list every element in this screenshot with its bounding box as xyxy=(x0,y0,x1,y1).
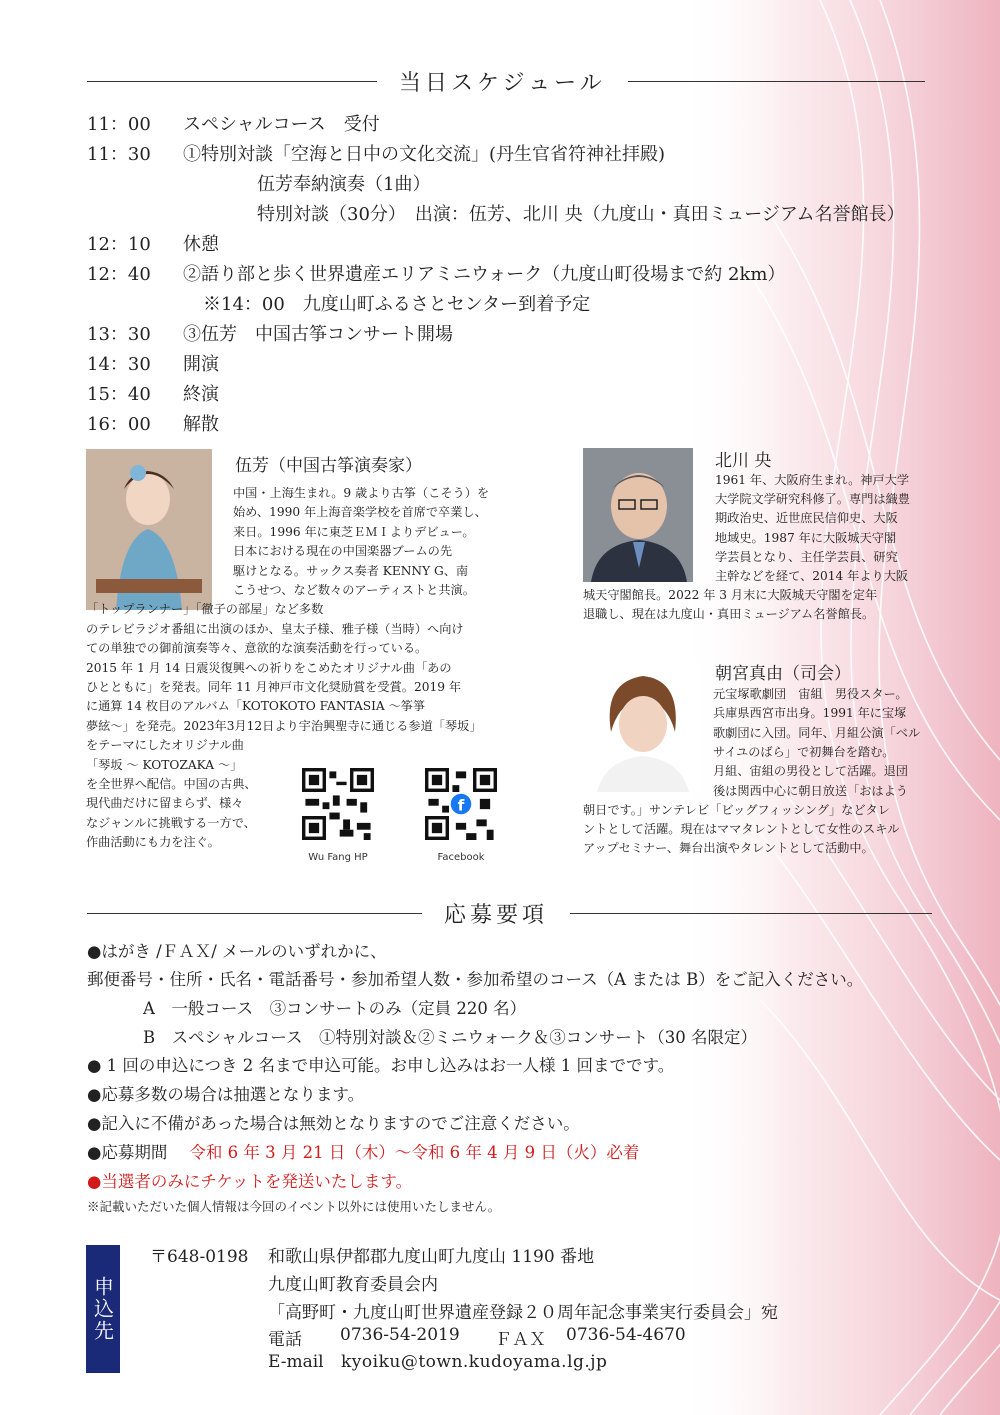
bio-line: 始め、1990 年上海音楽学校を首席で卒業し、 xyxy=(233,505,487,520)
bio-line: 兵庫県西宮市出身。1991 年に宝塚 xyxy=(713,706,907,721)
course-b: B スペシャルコース ①特別対談＆②ミニウォーク＆③コンサート（30 名限定） xyxy=(143,1028,758,1047)
bio-line: 来日。1996 年に東芝ＥＭＩよりデビュー。 xyxy=(233,524,475,539)
bio-line: 1961 年、大阪府生まれ。神戸大学 xyxy=(715,473,910,487)
apply-line-9: ●当選者のみにチケットを発送いたします。 xyxy=(87,1172,413,1191)
tel-label: 電話 xyxy=(268,1330,302,1350)
schedule-time: 11：00 xyxy=(87,114,151,135)
bio-line: 地域史。1987 年に大阪城天守閣 xyxy=(715,530,897,545)
wufang-hp-qr-label: Wu Fang HP xyxy=(308,852,368,863)
bio-line: 月組、宙組の男役として活躍。退団 xyxy=(713,764,908,779)
bio-line: 「トップランナー」「徹子の部屋」など多数 xyxy=(86,602,324,617)
bio-line: 大学院文学研究科修了。専門は織豊 xyxy=(715,492,910,507)
contact-org2: 「高野町・九度山町世界遺産登録２０周年記念事業実行委員会」宛 xyxy=(268,1303,778,1323)
email-address[interactable]: kyoiku@town.kudoyama.lg.jp xyxy=(341,1352,608,1372)
bio-line: 期政治史、近世庶民信仰史、大阪 xyxy=(715,511,898,526)
bio-line: 元宝塚歌劇団 宙組 男役スター。 xyxy=(713,687,908,701)
schedule-header xyxy=(87,66,925,97)
apply-line-5: ● 1 回の申込につき 2 名まで申込可能。お申し込みはお一人様 1 回までです。 xyxy=(87,1056,675,1075)
apply-line-7: ●記入に不備があった場合は無効となりますのでご注意ください。 xyxy=(87,1114,580,1133)
bio-line: 2015 年 1 月 14 日震災復興への祈りをこめたオリジナル曲「あの xyxy=(86,660,452,675)
privacy-note: ※記載いただいた個人情報は今回のイベント以外には使用いたしません。 xyxy=(87,1199,501,1214)
bio-line: 学芸員となり、主任学芸員、研究 xyxy=(715,549,898,564)
schedule-time: 16：00 xyxy=(87,414,151,435)
apply-header xyxy=(87,898,932,929)
fax-label: ＦＡＸ xyxy=(495,1330,546,1350)
course-a: A 一般コース ③コンサートのみ（定員 220 名） xyxy=(143,999,527,1018)
contact-org1: 九度山町教育委員会内 xyxy=(268,1275,438,1295)
bio-line: 日本における現在の中国楽器ブームの先 xyxy=(233,544,453,559)
divider xyxy=(87,81,377,82)
divider xyxy=(87,913,422,914)
facebook-qr-label: Facebook xyxy=(437,852,485,863)
contact-side-label: 申込先 xyxy=(86,1245,120,1373)
bio-line: 城天守閣館長。2022 年 3 月末に大阪城天守閣を定年 xyxy=(583,588,878,603)
bio-line: 「琴坂 ～ KOTOZAKA ～」 xyxy=(86,757,243,772)
schedule-title: 当日スケジュール xyxy=(399,71,606,96)
schedule-text: 解散 xyxy=(183,414,219,435)
schedule-text: 開演 xyxy=(183,354,219,375)
email-label: E-mail xyxy=(268,1352,324,1372)
schedule-time: 13：30 xyxy=(87,324,151,345)
apply-period xyxy=(87,1139,639,1163)
bio-line: こうせつ、など数々のアーティストと共演。 xyxy=(233,583,475,597)
fax-number: 0736-54-4670 xyxy=(566,1325,686,1345)
bio-line: ントとして活躍。現在はママタレントとして女性のスキル xyxy=(583,822,900,837)
wufang-name: 伍芳（中国古筝演奏家） xyxy=(235,456,422,476)
bio-line: のテレビラジオ番組に出演のほか、皇太子様、雅子様（当時）へ向け xyxy=(86,621,464,636)
bio-line: アップセミナー、舞台出演やタレントとして活動中。 xyxy=(583,841,874,856)
asamiya-photo xyxy=(583,662,700,792)
schedule-text: ※14：00 九度山町ふるさとセンター到着予定 xyxy=(203,294,591,315)
schedule-time: 11：30 xyxy=(87,144,151,165)
bio-line: 駆けとなる。サックス奏者 KENNY G、南 xyxy=(233,563,469,578)
bio-line: ての単独での御前演奏等々、意欲的な演奏活動を行っている。 xyxy=(86,641,428,656)
bio-line: ひとともに」を発表。同年 11 月神戸市文化奨励賞を受賞。2019 年 xyxy=(86,680,462,694)
apply-period-value: 令和 6 年 3 月 21 日（木）～令和 6 年 4 月 9 日（火）必着 xyxy=(189,1143,640,1162)
bio-line: 作曲活動にも力を注ぐ。 xyxy=(86,835,220,850)
apply-line-2: 郵便番号・住所・氏名・電話番号・参加希望人数・参加希望のコース（A または B）をご記入ください。 xyxy=(87,970,864,989)
divider xyxy=(570,913,932,914)
bio-line: 朝日です。」サンテレビ「ビッグフィッシング」などタレ xyxy=(583,802,890,817)
schedule-text: 終演 xyxy=(183,384,219,405)
schedule-text: スペシャルコース 受付 xyxy=(183,114,380,135)
bio-line: 中国・上海生まれ。9 歳より古筝（こそう）を xyxy=(233,486,490,500)
bio-line: に通算 14 枚目のアルバム「KOTOKOTO FANTASIA ～筝箏 xyxy=(86,699,426,714)
tel-number[interactable]: 0736-54-2019 xyxy=(340,1325,460,1345)
schedule-text: 特別対談（30分） 出演：伍芳、北川 央（九度山・真田ミュージアム名誉館長） xyxy=(257,204,905,225)
svg-text:f: f xyxy=(457,796,465,815)
apply-line-6: ●応募多数の場合は抽選となります。 xyxy=(87,1085,365,1104)
wufang-hp-qr-code[interactable] xyxy=(302,768,374,840)
divider xyxy=(628,81,925,82)
apply-title: 応募要項 xyxy=(444,903,549,928)
bio-line: を全世界へ配信。中国の古典、 xyxy=(86,777,257,791)
contact-address: 和歌山県伊都郡九度山町九度山 1190 番地 xyxy=(268,1247,595,1267)
schedule-time: 15：40 xyxy=(87,384,151,405)
bio-line: 後は関西中心に朝日放送「おはよう xyxy=(713,783,908,798)
contact-postal: 〒648-0198 xyxy=(150,1247,249,1267)
schedule-time: 14：30 xyxy=(87,354,151,375)
asamiya-name: 朝宮真由（司会） xyxy=(715,664,851,684)
bio-line: 現代曲だけに留まらず、様々 xyxy=(86,796,244,811)
schedule-text: ①特別対談「空海と日中の文化交流」(丹生官省符神社拝殿) xyxy=(183,144,666,165)
schedule-time: 12：10 xyxy=(87,234,151,255)
schedule-text: 伍芳奉納演奏（1曲） xyxy=(257,174,431,195)
schedule-time: 12：40 xyxy=(87,264,151,285)
schedule-text: ③伍芳 中国古筝コンサート開場 xyxy=(183,324,453,345)
kitagawa-photo xyxy=(583,448,693,582)
bio-line: をテーマにしたオリジナル曲 xyxy=(86,738,244,753)
schedule-text: 休憩 xyxy=(183,234,219,255)
kitagawa-name: 北川 央 xyxy=(715,451,772,471)
bio-line: 主幹などを経て、2014 年より大阪 xyxy=(715,569,909,583)
bio-line: なジャンルに挑戦する一方で、 xyxy=(86,815,256,830)
wufang-photo xyxy=(86,449,212,610)
bio-line: 夢絃～」を発売。2023年3月12日より宇治興聖寺に通じる参道「琴坂」 xyxy=(86,718,482,733)
apply-line-1: ●はがき /ＦＡＸ/ メールのいずれかに、 xyxy=(87,942,387,961)
facebook-qr-code[interactable] xyxy=(425,768,497,840)
bio-line: サイユのばら」で初舞台を踏む。 xyxy=(713,744,895,759)
apply-period-label: ●応募期間 xyxy=(87,1143,168,1162)
bio-line: 退職し、現在は九度山・真田ミュージアム名誉館長。 xyxy=(583,607,875,622)
schedule-text: ②語り部と歩く世界遺産エリアミニウォーク（九度山町役場まで約 2km） xyxy=(183,264,786,285)
bio-line: 歌劇団に入団。同年、月組公演「ベル xyxy=(713,725,921,740)
